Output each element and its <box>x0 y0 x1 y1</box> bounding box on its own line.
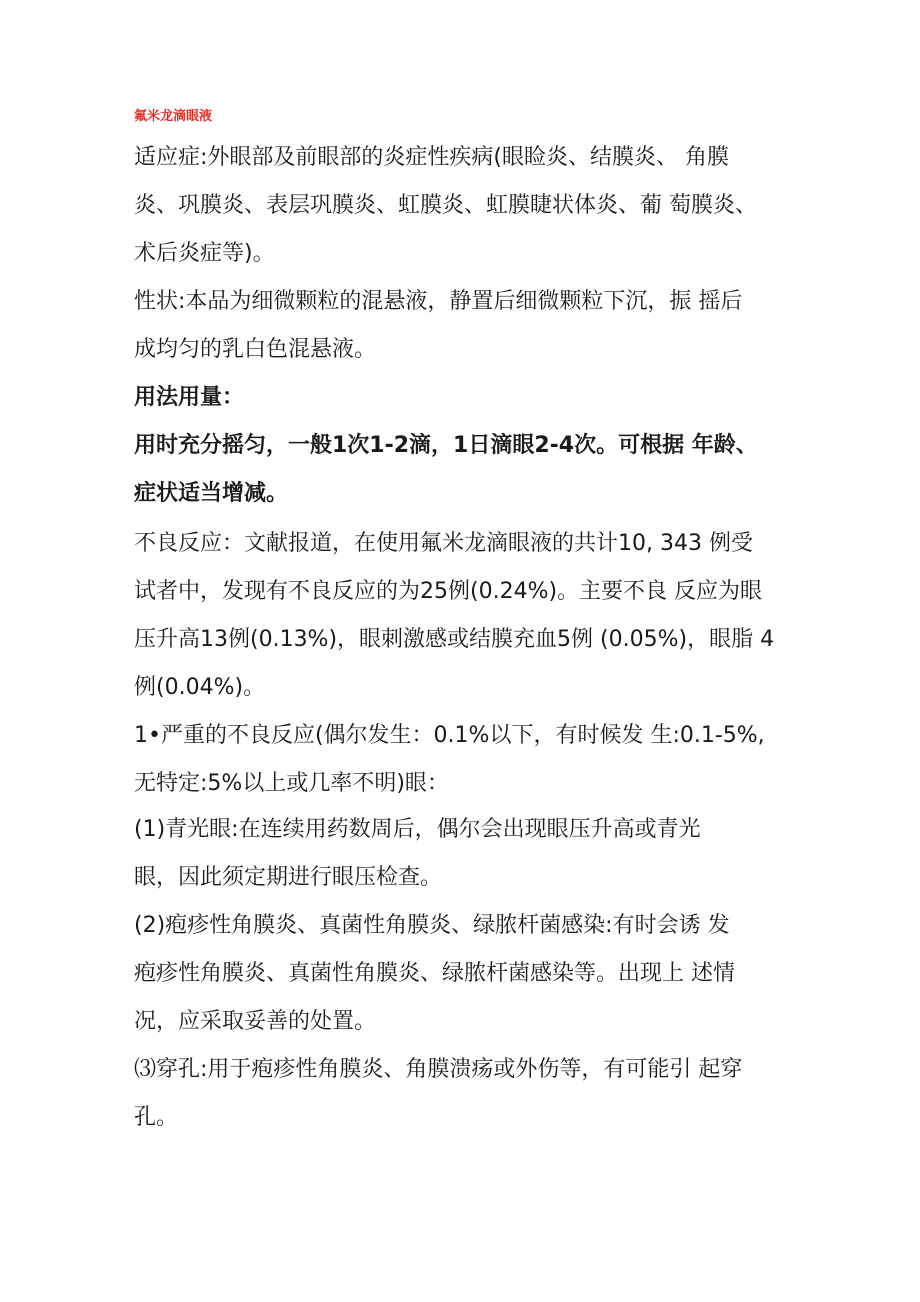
text-line-keratitis-3: 况，应采取妥善的处置。 <box>134 1009 377 1034</box>
text-line-glaucoma-1: (1)青光眼:在连续用药数周后，偶尔会出现眼压升高或青光 <box>134 817 701 842</box>
text-line-properties-2: 成均匀的乳白色混悬液。 <box>134 337 377 362</box>
text-line-adverse-3: 压升高13例(0.13%)，眼刺激感或结膜充血5例 (0.05%)，眼脂 4 <box>134 627 775 652</box>
text-line-adverse-4: 例(0.04%)。 <box>134 675 266 700</box>
text-line-indications-3: 术后炎症等)。 <box>134 241 275 266</box>
section-heading-dosage: 用法用量： <box>134 385 245 410</box>
text-line-serious-1: 1•严重的不良反应(偶尔发生：0.1%以下，有时候发 生:0.1-5%, <box>134 723 765 748</box>
text-line-properties-1: 性状:本品为细微颗粒的混悬液，静置后细微颗粒下沉，振 摇后 <box>134 289 743 314</box>
text-line-keratitis-2: 疱疹性角膜炎、真菌性角膜炎、绿脓杆菌感染等。出现上 述情 <box>134 961 735 986</box>
text-line-glaucoma-2: 眼，因此须定期进行眼压检查。 <box>134 865 443 890</box>
text-line-keratitis-1: (2)疱疹性角膜炎、真菌性角膜炎、绿脓杆菌感染:有时会诱 发 <box>134 913 730 938</box>
text-line-indications-1: 适应症:外眼部及前眼部的炎症性疾病(眼睑炎、结膜炎、 角膜 <box>134 145 729 170</box>
document-title: 氟米龙滴眼液 <box>134 109 213 124</box>
text-line-dosage-2: 症状适当增减。 <box>134 481 289 506</box>
text-line-perforation-1: ⑶穿孔:用于疱疹性角膜炎、角膜溃疡或外伤等，有可能引 起穿 <box>134 1057 743 1082</box>
text-line-dosage-1: 用时充分摇匀，一般1次1-2滴，1日滴眼2-4次。可根据 年龄、 <box>134 433 758 458</box>
text-line-perforation-2: 孔。 <box>134 1105 179 1130</box>
text-line-serious-2: 无特定:5%以上或几率不明)眼： <box>134 771 449 796</box>
text-line-adverse-1: 不良反应：文献报道，在使用氟米龙滴眼液的共计10, 343 例受 <box>134 531 753 556</box>
text-line-adverse-2: 试者中，发现有不良反应的为25例(0.24%)。主要不良 反应为眼 <box>134 579 763 604</box>
text-line-indications-2: 炎、巩膜炎、表层巩膜炎、虹膜炎、虹膜睫状体炎、葡 萄膜炎、 <box>134 193 757 218</box>
